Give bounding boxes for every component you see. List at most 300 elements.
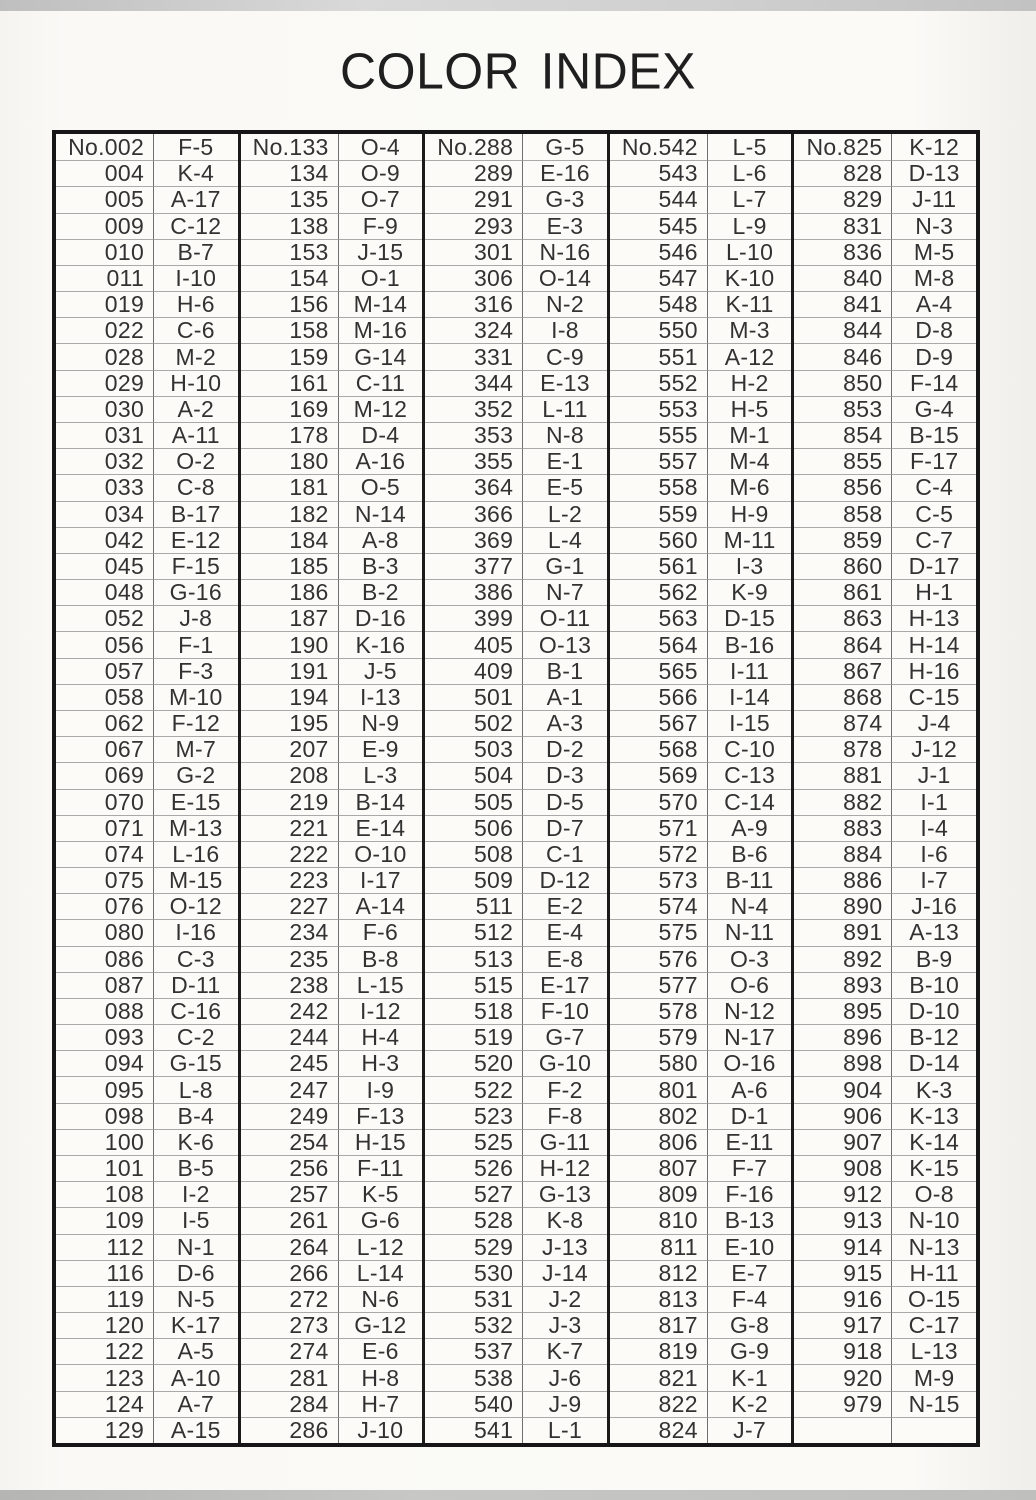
- color-number-cell: 316: [425, 291, 523, 317]
- color-code-cell: D-6: [154, 1260, 238, 1286]
- color-code-cell: H-3: [339, 1050, 423, 1076]
- color-number-cell: No.133: [241, 134, 339, 160]
- color-code-cell: I-13: [339, 684, 423, 710]
- color-code-cell: L-7: [708, 186, 792, 212]
- color-code-cell: I-6: [892, 841, 976, 867]
- color-number-cell: 033: [56, 474, 154, 500]
- color-number-cell: 892: [794, 946, 892, 972]
- color-code-cell: H-16: [892, 658, 976, 684]
- color-number-cell: 086: [56, 946, 154, 972]
- color-code-cell: O-5: [339, 474, 423, 500]
- color-code-cell: K-14: [892, 1129, 976, 1155]
- color-number-cell: 095: [56, 1076, 154, 1102]
- color-number-cell: 109: [56, 1207, 154, 1233]
- color-code-cell: M-13: [154, 815, 238, 841]
- color-number-cell: 124: [56, 1391, 154, 1417]
- color-number-cell: 528: [425, 1207, 523, 1233]
- color-number-cell: 896: [794, 1024, 892, 1050]
- color-number-cell: 187: [241, 605, 339, 631]
- color-number-cell: 810: [610, 1207, 708, 1233]
- color-number-cell: 344: [425, 370, 523, 396]
- color-number-cell: 221: [241, 815, 339, 841]
- color-code-cell: L-3: [339, 762, 423, 788]
- color-code-cell: L-2: [523, 501, 607, 527]
- color-number-cell: 574: [610, 893, 708, 919]
- color-code-cell: I-10: [154, 265, 238, 291]
- color-number-cell: 890: [794, 893, 892, 919]
- color-number-cell: 881: [794, 762, 892, 788]
- color-code-cell: D-4: [339, 422, 423, 448]
- color-number-cell: 520: [425, 1050, 523, 1076]
- color-number-cell: 513: [425, 946, 523, 972]
- color-number-cell: 208: [241, 762, 339, 788]
- color-code-cell: N-17: [708, 1024, 792, 1050]
- color-number-cell: 532: [425, 1312, 523, 1338]
- color-code-cell: M-15: [154, 867, 238, 893]
- color-code-cell: D-17: [892, 553, 976, 579]
- color-code-cell: F-16: [708, 1181, 792, 1207]
- color-number-cell: 561: [610, 553, 708, 579]
- color-code-cell: M-9: [892, 1364, 976, 1390]
- color-code-cell: L-10: [708, 239, 792, 265]
- color-code-cell: A-7: [154, 1391, 238, 1417]
- table-column-group: [238, 134, 423, 1443]
- color-code-cell: L-16: [154, 841, 238, 867]
- color-code-cell: L-15: [339, 972, 423, 998]
- color-code-cell: A-8: [339, 527, 423, 553]
- color-number-cell: 809: [610, 1181, 708, 1207]
- color-code-cell: J-9: [523, 1391, 607, 1417]
- color-code-cell: J-7: [708, 1417, 792, 1443]
- color-number-cell: 559: [610, 501, 708, 527]
- color-number-cell: 546: [610, 239, 708, 265]
- color-code-cell: G-8: [708, 1312, 792, 1338]
- color-number-cell: 031: [56, 422, 154, 448]
- color-number-cell: No.542: [610, 134, 708, 160]
- color-number-cell: 907: [794, 1129, 892, 1155]
- color-number-cell: 301: [425, 239, 523, 265]
- color-code-cell: A-14: [339, 893, 423, 919]
- color-number-cell: 409: [425, 658, 523, 684]
- color-number-cell: 353: [425, 422, 523, 448]
- color-code-cell: F-14: [892, 370, 976, 396]
- color-code-cell: N-6: [339, 1286, 423, 1312]
- color-code-cell: G-7: [523, 1024, 607, 1050]
- color-number-cell: 898: [794, 1050, 892, 1076]
- color-code-cell: O-13: [523, 631, 607, 657]
- color-number-cell: 864: [794, 631, 892, 657]
- color-number-cell: 564: [610, 631, 708, 657]
- color-code-cell: F-4: [708, 1286, 792, 1312]
- color-number-cell: 245: [241, 1050, 339, 1076]
- color-number-cell: 045: [56, 553, 154, 579]
- color-number-cell: No.288: [425, 134, 523, 160]
- color-code-cell: K-6: [154, 1129, 238, 1155]
- color-number-cell: 512: [425, 919, 523, 945]
- color-code-cell: I-15: [708, 710, 792, 736]
- color-code-cell: M-3: [708, 317, 792, 343]
- color-code-cell: N-4: [708, 893, 792, 919]
- color-code-cell: B-10: [892, 972, 976, 998]
- color-number-cell: 159: [241, 343, 339, 369]
- color-code-cell: E-9: [339, 736, 423, 762]
- color-number-cell: 238: [241, 972, 339, 998]
- color-code-cell: E-3: [523, 213, 607, 239]
- color-number-cell: 056: [56, 631, 154, 657]
- color-code-cell: H-8: [339, 1364, 423, 1390]
- color-code-cell: F-5: [178, 134, 214, 160]
- color-code-cell: O-4: [360, 134, 401, 160]
- color-number-cell: 070: [56, 789, 154, 815]
- color-code-cell: H-6: [154, 291, 238, 317]
- color-number-cell: 547: [610, 265, 708, 291]
- color-code-cell: D-12: [523, 867, 607, 893]
- color-code-cell: O-1: [339, 265, 423, 291]
- color-code-cell: N-3: [892, 213, 976, 239]
- color-code-cell: G-16: [154, 579, 238, 605]
- color-code-cell: H-9: [708, 501, 792, 527]
- color-number-cell: 100: [56, 1129, 154, 1155]
- color-number-cell: 579: [610, 1024, 708, 1050]
- color-code-cell: G-11: [523, 1129, 607, 1155]
- color-code-cell: M-12: [339, 396, 423, 422]
- color-code-cell: B-16: [708, 631, 792, 657]
- color-code-cell: J-15: [339, 239, 423, 265]
- color-number-cell: 886: [794, 867, 892, 893]
- color-code-cell: I-9: [339, 1076, 423, 1102]
- color-code-cell: J-14: [523, 1260, 607, 1286]
- color-number-cell: 855: [794, 448, 892, 474]
- color-code-cell: B-13: [708, 1207, 792, 1233]
- color-number-cell: 284: [241, 1391, 339, 1417]
- color-number-cell: 207: [241, 736, 339, 762]
- color-number-cell: 565: [610, 658, 708, 684]
- color-number-cell: 219: [241, 789, 339, 815]
- color-code-cell: G-15: [154, 1050, 238, 1076]
- color-number-cell: 195: [241, 710, 339, 736]
- color-number-cell: 545: [610, 213, 708, 239]
- color-code-cell: L-14: [339, 1260, 423, 1286]
- color-code-cell: M-4: [708, 448, 792, 474]
- color-number-cell: 042: [56, 527, 154, 553]
- color-number-cell: 577: [610, 972, 708, 998]
- color-number-cell: 569: [610, 762, 708, 788]
- color-number-cell: 824: [610, 1417, 708, 1443]
- color-code-cell: I-2: [154, 1181, 238, 1207]
- color-code-cell: O-9: [339, 160, 423, 186]
- color-number-cell: No.002: [56, 134, 154, 160]
- color-code-cell: C-10: [708, 736, 792, 762]
- color-code-cell: D-5: [523, 789, 607, 815]
- color-code-cell: N-10: [892, 1207, 976, 1233]
- color-number-cell: 570: [610, 789, 708, 815]
- color-code-cell: N-15: [892, 1391, 976, 1417]
- color-number-cell: [794, 1417, 892, 1443]
- color-number-cell: 242: [241, 998, 339, 1024]
- table-column-group: [422, 134, 607, 1443]
- color-number-cell: 129: [56, 1417, 154, 1443]
- color-code-cell: B-15: [892, 422, 976, 448]
- color-code-cell: C-16: [154, 998, 238, 1024]
- color-code-cell: B-14: [339, 789, 423, 815]
- color-code-cell: E-11: [708, 1129, 792, 1155]
- color-code-cell: G-10: [523, 1050, 607, 1076]
- color-code-cell: I-14: [708, 684, 792, 710]
- color-number-cell: 878: [794, 736, 892, 762]
- color-number-cell: 979: [794, 1391, 892, 1417]
- color-code-cell: L-4: [523, 527, 607, 553]
- color-number-cell: 867: [794, 658, 892, 684]
- color-code-cell: O-12: [154, 893, 238, 919]
- color-number-cell: 518: [425, 998, 523, 1024]
- color-number-cell: 180: [241, 448, 339, 474]
- color-number-cell: 552: [610, 370, 708, 396]
- color-number-cell: 190: [241, 631, 339, 657]
- color-code-cell: B-1: [523, 658, 607, 684]
- color-number-cell: 156: [241, 291, 339, 317]
- color-number-cell: 863: [794, 605, 892, 631]
- color-code-cell: G-12: [339, 1312, 423, 1338]
- color-number-cell: 543: [610, 160, 708, 186]
- color-code-cell: A-17: [154, 186, 238, 212]
- color-number-cell: 563: [610, 605, 708, 631]
- color-code-cell: B-12: [892, 1024, 976, 1050]
- color-number-cell: 235: [241, 946, 339, 972]
- color-number-cell: 817: [610, 1312, 708, 1338]
- color-code-cell: A-3: [523, 710, 607, 736]
- color-code-cell: E-2: [523, 893, 607, 919]
- color-code-cell: C-11: [339, 370, 423, 396]
- color-code-cell: G-9: [708, 1338, 792, 1364]
- color-code-cell: I-17: [339, 867, 423, 893]
- color-number-cell: 028: [56, 343, 154, 369]
- color-code-cell: D-2: [523, 736, 607, 762]
- color-code-cell: E-7: [708, 1260, 792, 1286]
- color-number-cell: 541: [425, 1417, 523, 1443]
- color-number-cell: 227: [241, 893, 339, 919]
- color-number-cell: 273: [241, 1312, 339, 1338]
- color-number-cell: 576: [610, 946, 708, 972]
- color-number-cell: 005: [56, 186, 154, 212]
- color-code-cell: [892, 1417, 976, 1443]
- color-number-cell: 914: [794, 1234, 892, 1260]
- color-code-cell: H-4: [339, 1024, 423, 1050]
- color-number-cell: 135: [241, 186, 339, 212]
- color-code-cell: L-12: [339, 1234, 423, 1260]
- color-code-cell: C-8: [154, 474, 238, 500]
- color-code-cell: D-7: [523, 815, 607, 841]
- color-number-cell: 840: [794, 265, 892, 291]
- color-number-cell: 558: [610, 474, 708, 500]
- color-number-cell: 010: [56, 239, 154, 265]
- color-code-cell: D-15: [708, 605, 792, 631]
- color-number-cell: 573: [610, 867, 708, 893]
- color-code-cell: J-8: [154, 605, 238, 631]
- color-code-cell: B-9: [892, 946, 976, 972]
- color-code-cell: G-14: [339, 343, 423, 369]
- color-code-cell: D-9: [892, 343, 976, 369]
- color-number-cell: 184: [241, 527, 339, 553]
- color-number-cell: 048: [56, 579, 154, 605]
- color-code-cell: M-14: [339, 291, 423, 317]
- color-number-cell: 011: [56, 265, 154, 291]
- color-code-cell: E-14: [339, 815, 423, 841]
- color-code-cell: A-15: [154, 1417, 238, 1443]
- color-number-cell: 509: [425, 867, 523, 893]
- color-code-cell: N-9: [339, 710, 423, 736]
- color-number-cell: 553: [610, 396, 708, 422]
- color-code-cell: E-13: [523, 370, 607, 396]
- color-number-cell: 819: [610, 1338, 708, 1364]
- color-code-cell: H-5: [708, 396, 792, 422]
- color-code-cell: K-4: [154, 160, 238, 186]
- color-number-cell: 138: [241, 213, 339, 239]
- color-code-cell: J-3: [523, 1312, 607, 1338]
- color-number-cell: 071: [56, 815, 154, 841]
- color-code-cell: B-8: [339, 946, 423, 972]
- color-code-cell: K-1: [708, 1364, 792, 1390]
- color-code-cell: F-6: [339, 919, 423, 945]
- color-code-cell: H-15: [339, 1129, 423, 1155]
- color-number-cell: 571: [610, 815, 708, 841]
- color-code-cell: J-10: [339, 1417, 423, 1443]
- color-code-cell: H-1: [892, 579, 976, 605]
- color-number-cell: 080: [56, 919, 154, 945]
- color-number-cell: 812: [610, 1260, 708, 1286]
- color-number-cell: 386: [425, 579, 523, 605]
- color-code-cell: O-3: [708, 946, 792, 972]
- color-code-cell: E-1: [523, 448, 607, 474]
- color-number-cell: 182: [241, 501, 339, 527]
- color-code-cell: B-4: [154, 1103, 238, 1129]
- color-code-cell: K-3: [892, 1076, 976, 1102]
- color-number-cell: 525: [425, 1129, 523, 1155]
- color-number-cell: 904: [794, 1076, 892, 1102]
- color-code-cell: J-13: [523, 1234, 607, 1260]
- color-number-cell: 169: [241, 396, 339, 422]
- color-code-cell: D-14: [892, 1050, 976, 1076]
- color-code-cell: J-6: [523, 1364, 607, 1390]
- color-number-cell: 884: [794, 841, 892, 867]
- color-number-cell: 530: [425, 1260, 523, 1286]
- color-code-cell: B-6: [708, 841, 792, 867]
- color-number-cell: 908: [794, 1155, 892, 1181]
- color-code-cell: C-9: [523, 343, 607, 369]
- color-number-cell: 515: [425, 972, 523, 998]
- color-number-cell: 069: [56, 762, 154, 788]
- color-code-cell: I-8: [523, 317, 607, 343]
- color-number-cell: 580: [610, 1050, 708, 1076]
- color-code-cell: I-4: [892, 815, 976, 841]
- color-number-cell: 123: [56, 1364, 154, 1390]
- color-number-cell: 062: [56, 710, 154, 736]
- color-code-cell: F-15: [154, 553, 238, 579]
- color-number-cell: 087: [56, 972, 154, 998]
- color-number-cell: 234: [241, 919, 339, 945]
- color-number-cell: 523: [425, 1103, 523, 1129]
- color-code-cell: O-8: [892, 1181, 976, 1207]
- color-number-cell: 801: [610, 1076, 708, 1102]
- color-code-cell: J-1: [892, 762, 976, 788]
- color-number-cell: 874: [794, 710, 892, 736]
- color-code-cell: O-15: [892, 1286, 976, 1312]
- color-code-cell: G-2: [154, 762, 238, 788]
- color-number-cell: 822: [610, 1391, 708, 1417]
- color-number-cell: 286: [241, 1417, 339, 1443]
- color-number-cell: 861: [794, 579, 892, 605]
- color-number-cell: 522: [425, 1076, 523, 1102]
- color-number-cell: 555: [610, 422, 708, 448]
- color-number-cell: 019: [56, 291, 154, 317]
- color-code-cell: B-11: [708, 867, 792, 893]
- color-number-cell: 293: [425, 213, 523, 239]
- color-code-cell: O-14: [523, 265, 607, 291]
- color-number-cell: 264: [241, 1234, 339, 1260]
- color-code-cell: K-11: [708, 291, 792, 317]
- color-number-cell: 551: [610, 343, 708, 369]
- color-number-cell: 566: [610, 684, 708, 710]
- color-code-cell: K-5: [339, 1181, 423, 1207]
- color-number-cell: 802: [610, 1103, 708, 1129]
- color-number-cell: 034: [56, 501, 154, 527]
- color-number-cell: 022: [56, 317, 154, 343]
- color-code-cell: H-11: [892, 1260, 976, 1286]
- color-number-cell: 158: [241, 317, 339, 343]
- color-number-cell: 306: [425, 265, 523, 291]
- color-code-cell: M-2: [154, 343, 238, 369]
- color-code-cell: K-17: [154, 1312, 238, 1338]
- color-number-cell: 550: [610, 317, 708, 343]
- color-number-cell: 519: [425, 1024, 523, 1050]
- color-code-cell: F-17: [892, 448, 976, 474]
- color-number-cell: 557: [610, 448, 708, 474]
- color-number-cell: 369: [425, 527, 523, 553]
- color-code-cell: F-13: [339, 1103, 423, 1129]
- color-code-cell: N-14: [339, 501, 423, 527]
- color-number-cell: 154: [241, 265, 339, 291]
- color-number-cell: 529: [425, 1234, 523, 1260]
- color-number-cell: 841: [794, 291, 892, 317]
- color-number-cell: 122: [56, 1338, 154, 1364]
- color-number-cell: 004: [56, 160, 154, 186]
- color-code-cell: K-16: [339, 631, 423, 657]
- color-code-cell: B-2: [339, 579, 423, 605]
- color-code-cell: H-2: [708, 370, 792, 396]
- color-number-cell: 568: [610, 736, 708, 762]
- color-number-cell: 501: [425, 684, 523, 710]
- color-code-cell: E-4: [523, 919, 607, 945]
- color-number-cell: 030: [56, 396, 154, 422]
- color-number-cell: 891: [794, 919, 892, 945]
- color-code-cell: C-6: [154, 317, 238, 343]
- color-number-cell: 291: [425, 186, 523, 212]
- color-code-cell: A-10: [154, 1364, 238, 1390]
- color-number-cell: 191: [241, 658, 339, 684]
- color-code-cell: M-7: [154, 736, 238, 762]
- page-title: COLOR INDEX: [339, 42, 696, 100]
- color-number-cell: 912: [794, 1181, 892, 1207]
- color-code-cell: D-11: [154, 972, 238, 998]
- color-code-cell: H-13: [892, 605, 976, 631]
- color-code-cell: I-3: [708, 553, 792, 579]
- color-code-cell: J-16: [892, 893, 976, 919]
- color-number-cell: 134: [241, 160, 339, 186]
- color-number-cell: 917: [794, 1312, 892, 1338]
- color-code-cell: I-11: [708, 658, 792, 684]
- color-code-cell: B-17: [154, 501, 238, 527]
- color-number-cell: 161: [241, 370, 339, 396]
- color-code-cell: C-7: [892, 527, 976, 553]
